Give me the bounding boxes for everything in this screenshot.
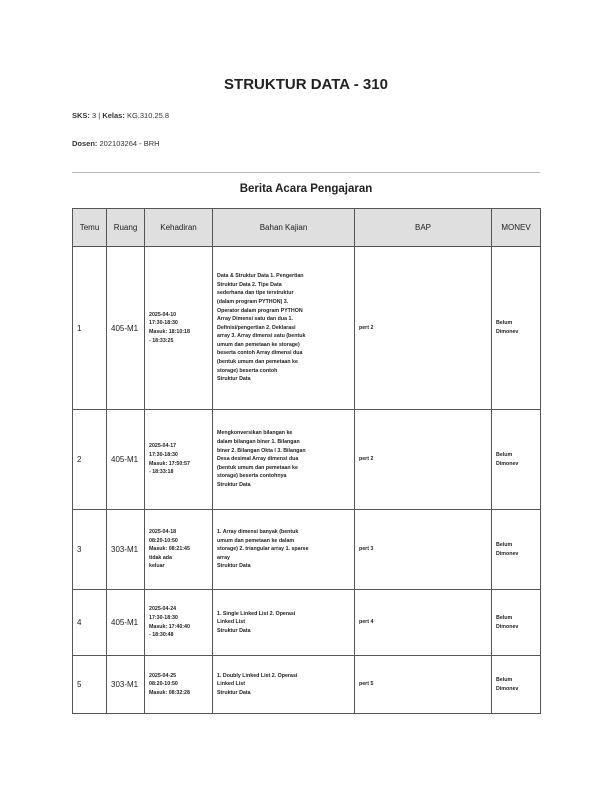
cell-ruang: 405-M1 xyxy=(107,590,145,656)
column-header-bap: BAP xyxy=(355,209,492,247)
cell-ruang: 405-M1 xyxy=(107,410,145,510)
cell-temu: 5 xyxy=(73,656,107,714)
cell-temu: 2 xyxy=(73,410,107,510)
cell-kehadiran: 2025-04-18 08:20-10:50 Masuk: 08:21:45 tidak ada keluar xyxy=(145,510,213,590)
table-row xyxy=(73,247,541,410)
table-row xyxy=(73,590,541,656)
table-row xyxy=(73,510,541,590)
sks-label: SKS: xyxy=(72,111,90,120)
course-meta xyxy=(72,111,169,120)
cell-temu: 3 xyxy=(73,510,107,590)
kelas-value: KG.310.25.8 xyxy=(126,111,170,120)
lecturer-meta xyxy=(72,139,160,148)
cell-monev: Belum Dimonev xyxy=(492,510,541,590)
course-title: STRUKTUR DATA - 310 xyxy=(224,76,388,93)
teaching-record-table xyxy=(72,208,541,714)
cell-ruang: 303-M1 xyxy=(107,510,145,590)
kelas-label: Kelas: xyxy=(102,111,125,120)
cell-bap: pert 3 xyxy=(355,510,492,590)
cell-temu: 4 xyxy=(73,590,107,656)
dosen-value: 202103264 - BRH xyxy=(99,139,160,148)
column-header-bahan-kajian: Bahan Kajian xyxy=(213,209,355,247)
column-header-kehadiran: Kehadiran xyxy=(145,209,213,247)
divider xyxy=(72,172,540,173)
column-header-ruang: Ruang xyxy=(107,209,145,247)
cell-monev: Belum Dimonev xyxy=(492,410,541,510)
column-header-monev: MONEV xyxy=(492,209,541,247)
cell-bahan-kajian: 1. Doubly Linked List 2. Operasi Linked List Struktur Data xyxy=(213,656,355,714)
cell-monev: Belum Dimonev xyxy=(492,590,541,656)
cell-bap: pert 4 xyxy=(355,590,492,656)
table-header-row xyxy=(73,209,541,247)
cell-kehadiran: 2025-04-17 17:30-18:30 Masuk: 17:50:57 - 18:33:18 xyxy=(145,410,213,510)
meta-separator: | xyxy=(98,111,101,120)
cell-temu: 1 xyxy=(73,247,107,410)
cell-bahan-kajian: Mengkonversikan bilangan ke dalam bilangan biner 1. Bilangan biner 2. Bilangan Okta l 3. Bilangan Desa desimal Array dimensi dua (bentuk umum dan pemetaan ke storage) beserta contohnya Struktur Data xyxy=(213,410,355,510)
cell-kehadiran: 2025-04-10 17:30-18:30 Masuk: 18:10:18 - 18:33:25 xyxy=(145,247,213,410)
cell-bahan-kajian: Data & Struktur Data 1. Pengertian Struktur Data 2. Tipe Data sederhana dan tipe terstruktur (dalam program PYTHON) 3. Operator dalam program PYTHON Array Dimensi satu dan dua 1. Definisi/pengertian 2. Deklarasi array 3. Array dimensi satu (bentuk umum dan pemetaan ke storage) beserta contoh Array dimensi dua (bentuk umum dan pemetaan ke storage) beserta contoh Struktur Data xyxy=(213,247,355,410)
sks-value: 3 xyxy=(92,111,97,120)
cell-monev: Belum Dimonev xyxy=(492,247,541,410)
cell-kehadiran: 2025-04-25 08:20-10:50 Masuk: 08:32:28 xyxy=(145,656,213,714)
cell-ruang: 303-M1 xyxy=(107,656,145,714)
cell-kehadiran: 2025-04-24 17:30-18:30 Masuk: 17:40:40 - 18:30:48 xyxy=(145,590,213,656)
section-title: Berita Acara Pengajaran xyxy=(239,183,373,195)
column-header-temu: Temu xyxy=(73,209,107,247)
cell-bap: pert 5 xyxy=(355,656,492,714)
cell-monev: Belum Dimonev xyxy=(492,656,541,714)
cell-bahan-kajian: 1. Array dimensi banyak (bentuk umum dan pemetaan ke dalam storage) 2. triangular array 1. sparse array Struktur Data xyxy=(213,510,355,590)
cell-bap: pert 2 xyxy=(355,247,492,410)
cell-bahan-kajian: 1. Single Linked List 2. Operasi Linked List Struktur Data xyxy=(213,590,355,656)
table-row xyxy=(73,656,541,714)
dosen-label: Dosen: xyxy=(72,139,98,148)
cell-ruang: 405-M1 xyxy=(107,247,145,410)
cell-bap: pert 2 xyxy=(355,410,492,510)
table-row xyxy=(73,410,541,510)
